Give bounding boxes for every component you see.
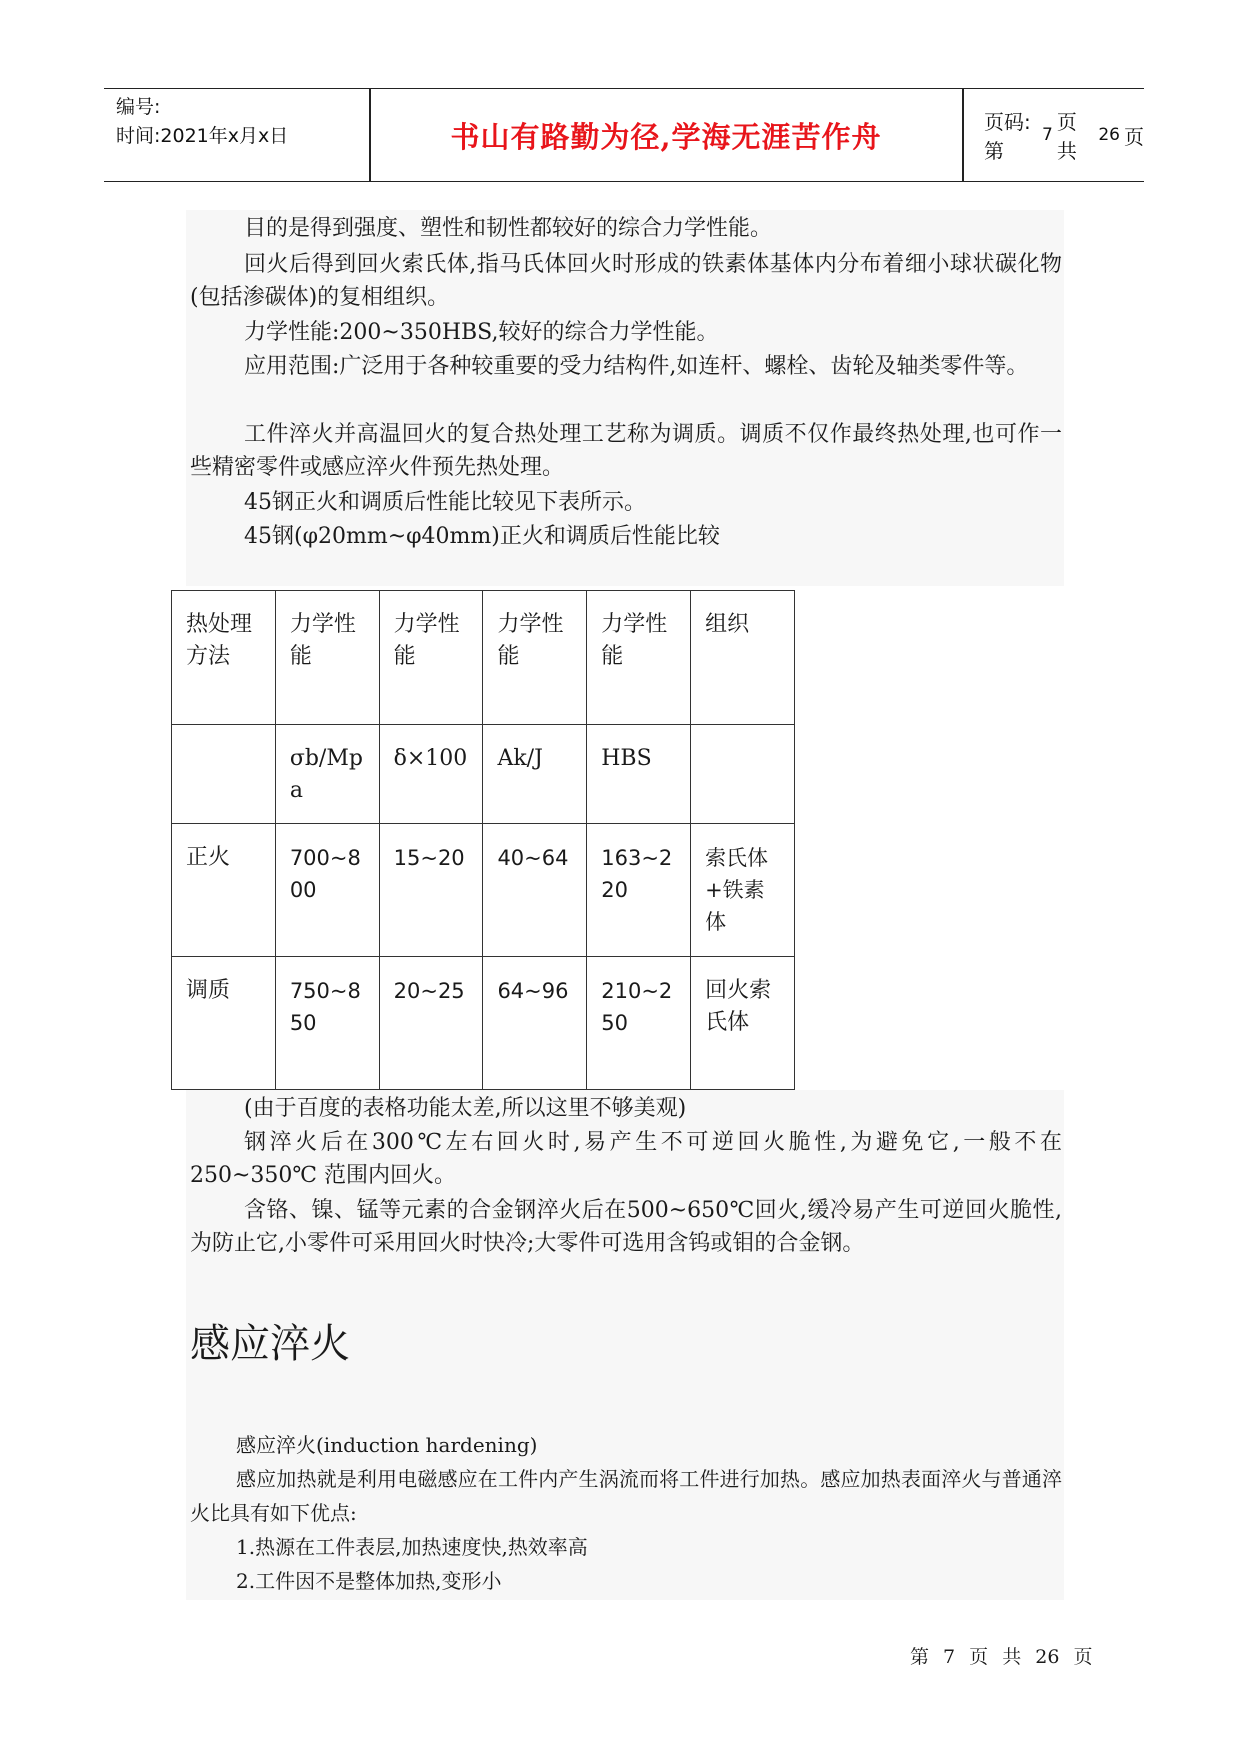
list-item: 2.工件因不是整体加热,变形小 [236, 1569, 502, 1593]
document-number-label: 编号: [116, 96, 161, 118]
document-time-label: 时间:2021年x月x日 [116, 125, 289, 147]
table-cell: 正火 [172, 824, 276, 957]
page-current: 7 [1042, 125, 1053, 145]
table-header-cell: 力学性能 [483, 591, 587, 725]
table-cell: 700~800 [275, 824, 379, 957]
page-header [104, 88, 1144, 182]
section-heading: 感应淬火 [190, 1321, 350, 1367]
header-info [116, 93, 364, 151]
table-cell: 调质 [172, 957, 276, 1090]
table-cell: 索氏体+铁素体 [691, 824, 795, 957]
table-unit-cell: δ×100 [379, 725, 483, 824]
paragraph-table-note: (由于百度的表格功能太差,所以这里不够美观) [244, 1096, 687, 1121]
table-cell: 40~64 [483, 824, 587, 957]
table-header-cell: 力学性能 [379, 591, 483, 725]
header-page-info [984, 89, 1144, 181]
paragraph-table-intro: 45钢正火和调质后性能比较见下表所示。 [244, 490, 646, 515]
properties-table [171, 590, 795, 1090]
header-divider-right [962, 89, 964, 181]
table-cell: 210~250 [587, 957, 691, 1090]
table-cell: 回火索氏体 [691, 957, 795, 1090]
table-units-row [172, 725, 795, 824]
paragraph-mechanical-properties: 力学性能:200~350HBS,较好的综合力学性能。 [244, 320, 719, 345]
table-cell: 20~25 [379, 957, 483, 1090]
table-header-cell: 组织 [691, 591, 795, 725]
page-suffix: 页 [1124, 124, 1144, 149]
table-unit-cell: σb/Mpa [275, 725, 379, 824]
paragraph-irreversible-brittleness: 钢淬火后在300℃左右回火时,易产生不可逆回火脆性,为避免它,一般不在250~350℃ 范围内回火。 [190, 1130, 1062, 1188]
paragraph-quenching-tempering: 工件淬火并高温回火的复合热处理工艺称为调质。调质不仅作最终热处理,也可作一些精密零件或感应淬火件预先热处理。 [190, 422, 1062, 480]
page-total: 26 [1098, 125, 1120, 145]
table-row-normalizing [172, 824, 795, 957]
page-mid: 页 共 [1056, 110, 1077, 163]
table-unit-cell [691, 725, 795, 824]
table-cell: 15~20 [379, 824, 483, 957]
page-prefix: 页码:第 [984, 110, 1031, 163]
paragraph-reversible-brittleness: 含铬、镍、锰等元素的合金钢淬火后在500~650℃回火,缓冷易产生可逆回火脆性,为防止它,小零件可采用回火时快冷;大零件可选用含钨或钼的合金钢。 [190, 1198, 1062, 1256]
table-unit-cell [172, 725, 276, 824]
paragraph-purpose: 目的是得到强度、塑性和韧性都较好的综合力学性能。 [244, 216, 773, 241]
table-header-cell: 热处理方法 [172, 591, 276, 725]
paragraph-induction-title: 感应淬火(induction hardening) [236, 1433, 538, 1457]
list-item: 1.热源在工件表层,加热速度快,热效率高 [236, 1535, 588, 1559]
paragraph-application: 应用范围:广泛用于各种较重要的受力结构件,如连杆、螺栓、齿轮及轴类零件等。 [244, 354, 1029, 379]
paragraph-induction-definition: 感应加热就是利用电磁感应在工件内产生涡流而将工件进行加热。感应加热表面淬火与普通淬火比具有如下优点: [190, 1467, 1062, 1525]
table-row-quench-temper [172, 957, 795, 1090]
table-cell: 163~220 [587, 824, 691, 957]
table-header-row [172, 591, 795, 725]
page-footer: 第 7 页 共 26 页 [910, 1646, 1093, 1668]
table-cell: 64~96 [483, 957, 587, 1090]
paragraph-tempered-sorbite: 回火后得到回火索氏体,指马氏体回火时形成的铁素体基体内分布着细小球状碳化物(包括渗碳体)的复相组织。 [190, 252, 1062, 310]
header-motto: 书山有路勤为径,学海无涯苦作舟 [450, 119, 882, 154]
table-unit-cell: Ak/J [483, 725, 587, 824]
table-cell: 750~850 [275, 957, 379, 1090]
table-unit-cell: HBS [587, 725, 691, 824]
table-header-cell: 力学性能 [275, 591, 379, 725]
table-caption: 45钢(φ20mm~φ40mm)正火和调质后性能比较 [244, 524, 720, 549]
table-header-cell: 力学性能 [587, 591, 691, 725]
